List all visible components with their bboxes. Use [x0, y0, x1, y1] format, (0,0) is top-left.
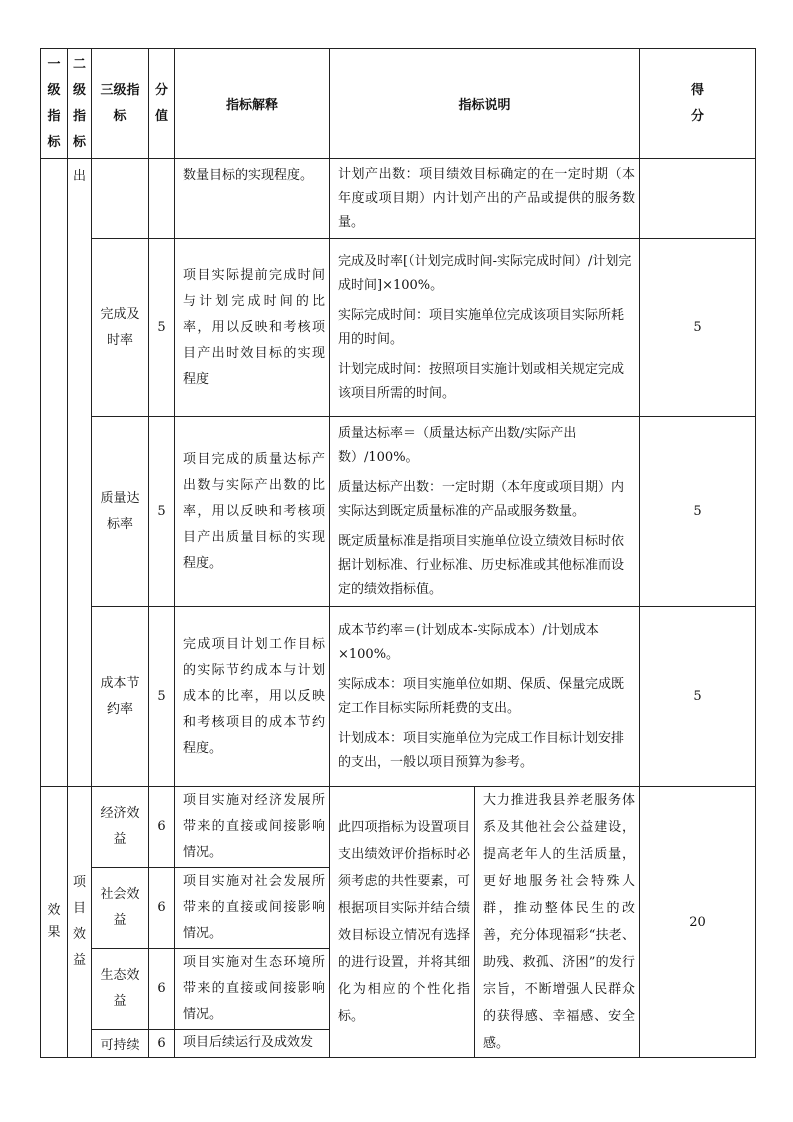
description-line: 计划成本：项目实施单位为完成工作目标计划安排的支出，一般以项目预算为参考。	[338, 730, 625, 770]
level3-name-text: 完成及时率	[100, 306, 140, 348]
score-value: 5	[149, 239, 175, 417]
explanation-cell	[175, 948, 330, 1029]
explanation-text: 项目实施对社会发展所带来的直接或间接影响情况。	[183, 873, 325, 941]
description-line: 质量达标率＝（质量达标产出数/实际产出数）/100%。	[338, 425, 577, 465]
header-level2-char: 标	[72, 134, 86, 150]
description-line: 实际完成时间：项目实施单位完成该项目实际所耗用的时间。	[338, 307, 625, 347]
description-cell	[330, 159, 640, 239]
explanation-cell	[175, 867, 330, 948]
description-cell	[330, 417, 640, 607]
header-level1-char: 级	[47, 82, 61, 98]
header-level2-char: 级	[72, 82, 86, 98]
header-level2-char: 指	[72, 108, 86, 124]
header-level1-char: 指	[47, 108, 61, 124]
level3-name-text: 经济效益	[100, 805, 140, 847]
description-line: 完成及时率[（计划完成时间-实际完成时间）/计划完成时间]×100%。	[338, 253, 632, 293]
header-level2	[68, 49, 92, 159]
score-value: 5	[149, 607, 175, 787]
score-value: 5	[149, 417, 175, 607]
explanation-text: 项目完成的质量达标产出数与实际产出数的比率，用以反映和考核项目产出质量目标的实现程度。	[183, 451, 325, 571]
explanation-cell	[175, 607, 330, 787]
level3-name-text: 成本节约率	[100, 675, 140, 717]
explanation-text: 项目后续运行及成效发	[183, 1035, 314, 1051]
explanation-cell	[175, 159, 330, 239]
score-got: 5	[640, 607, 756, 787]
description-line: 实际成本：项目实施单位如期、保质、保量完成既定工作目标实际所耗费的支出。	[338, 676, 625, 716]
header-level1-char: 标	[47, 134, 61, 150]
score-got	[640, 159, 756, 239]
header-score-value	[149, 49, 175, 159]
header-score-value-char: 值	[154, 108, 168, 124]
level3-name	[92, 787, 149, 868]
level1-effect-text: 效果	[47, 903, 61, 940]
level3-name-text: 质量达标率	[100, 490, 140, 532]
explanation-cell	[175, 787, 330, 868]
table-row	[41, 159, 756, 239]
level2-cell-output	[68, 159, 92, 787]
description-line: 成本节约率＝(计划成本-实际成本）/计划成本×100%。	[338, 622, 599, 662]
explanation-text: 项目实际提前完成时间与计划完成时间的比率，用以反映和考核项目产出时效目标的实现程度	[183, 267, 325, 387]
score-got: 5	[640, 417, 756, 607]
level3-name	[92, 417, 149, 607]
header-level1-char: 一	[47, 56, 61, 72]
level3-name-text: 社会效益	[100, 886, 140, 928]
table-row	[41, 239, 756, 417]
header-score-got-char: 分	[691, 108, 705, 124]
header-score-got	[640, 49, 756, 159]
score-value: 6	[149, 787, 175, 868]
score-value: 6	[149, 948, 175, 1029]
explanation-text: 项目实施对生态环境所带来的直接或间接影响情况。	[183, 954, 325, 1022]
explanation-text: 完成项目计划工作目标的实际节约成本与计划成本的比率，用以反映和考核项目的成本节约程度。	[183, 636, 325, 756]
level3-name-text: 可持续	[100, 1037, 140, 1053]
explanation-text: 数量目标的实现程度。	[183, 168, 314, 183]
description-line: 计划完成时间：按照项目实施计划或相关规定完成该项目所需的时间。	[338, 361, 625, 401]
common-note-cell	[330, 787, 475, 1058]
header-explanation: 指标解释	[175, 49, 330, 159]
description-line: 计划产出数：项目绩效目标确定的在一定时期（本年度或项目期）内计划产出的产品或提供的服务数量。	[338, 167, 636, 230]
header-description: 指标说明	[330, 49, 640, 159]
score-value: 6	[149, 1029, 175, 1057]
header-level3-text: 三级指标	[100, 82, 140, 124]
header-level2-char: 二	[72, 56, 86, 72]
description-line: 质量达标产出数：一定时期（本年度或项目期）内实际达到既定质量标准的产品或服务数量。	[338, 479, 625, 519]
evaluation-table	[40, 48, 756, 1058]
explanation-cell	[175, 417, 330, 607]
table-row	[41, 607, 756, 787]
description-cell	[330, 239, 640, 417]
score-value: 6	[149, 867, 175, 948]
level2-benefit-text: 项目效益	[72, 875, 86, 968]
header-level1	[41, 49, 68, 159]
score-got: 5	[640, 239, 756, 417]
header-level3	[92, 49, 149, 159]
score-value	[149, 159, 175, 239]
description-line: 既定质量标准是指项目实施单位设立绩效目标时依据计划标准、行业标准、历史标准或其他标准而设定的绩效指标值。	[338, 533, 625, 597]
header-score-value-char: 分	[154, 82, 168, 98]
header-score-got-char: 得	[691, 82, 705, 98]
level3-name	[92, 1029, 149, 1057]
level2-cell-benefit	[68, 787, 92, 1058]
header-row	[41, 49, 756, 159]
effect-score: 20	[640, 787, 756, 1058]
level3-name	[92, 867, 149, 948]
explanation-cell	[175, 1029, 330, 1057]
level3-name-text: 生态效益	[100, 967, 140, 1009]
goal-note-cell	[475, 787, 640, 1058]
table-row	[41, 417, 756, 607]
level3-name	[92, 239, 149, 417]
description-cell	[330, 607, 640, 787]
goal-note-text: 大力推进我县养老服务体系及其他社会公益建设，提高老年人的生活质量，更好地服务社会特殊人群，推动整体民生的改善，充分体现福彩“扶老、助残、救孤、济困”的发行宗旨，不断增强人民群众的获得感、幸福感、安全感。	[483, 793, 636, 1051]
common-note-text: 此四项指标为设置项目支出绩效评价指标时必须考虑的共性要素，可根据项目实际并结合绩效目标设立情况有选择的进行设置，并将其细化为相应的个性化指标。	[338, 820, 470, 1024]
level1-cell-effect	[41, 787, 68, 1058]
level2-output-text: 出	[72, 169, 86, 184]
level3-name	[92, 159, 149, 239]
level1-cell-empty	[41, 159, 68, 787]
table-row	[41, 787, 756, 868]
level3-name	[92, 948, 149, 1029]
explanation-text: 项目实施对经济发展所带来的直接或间接影响情况。	[183, 792, 325, 860]
explanation-cell	[175, 239, 330, 417]
level3-name	[92, 607, 149, 787]
